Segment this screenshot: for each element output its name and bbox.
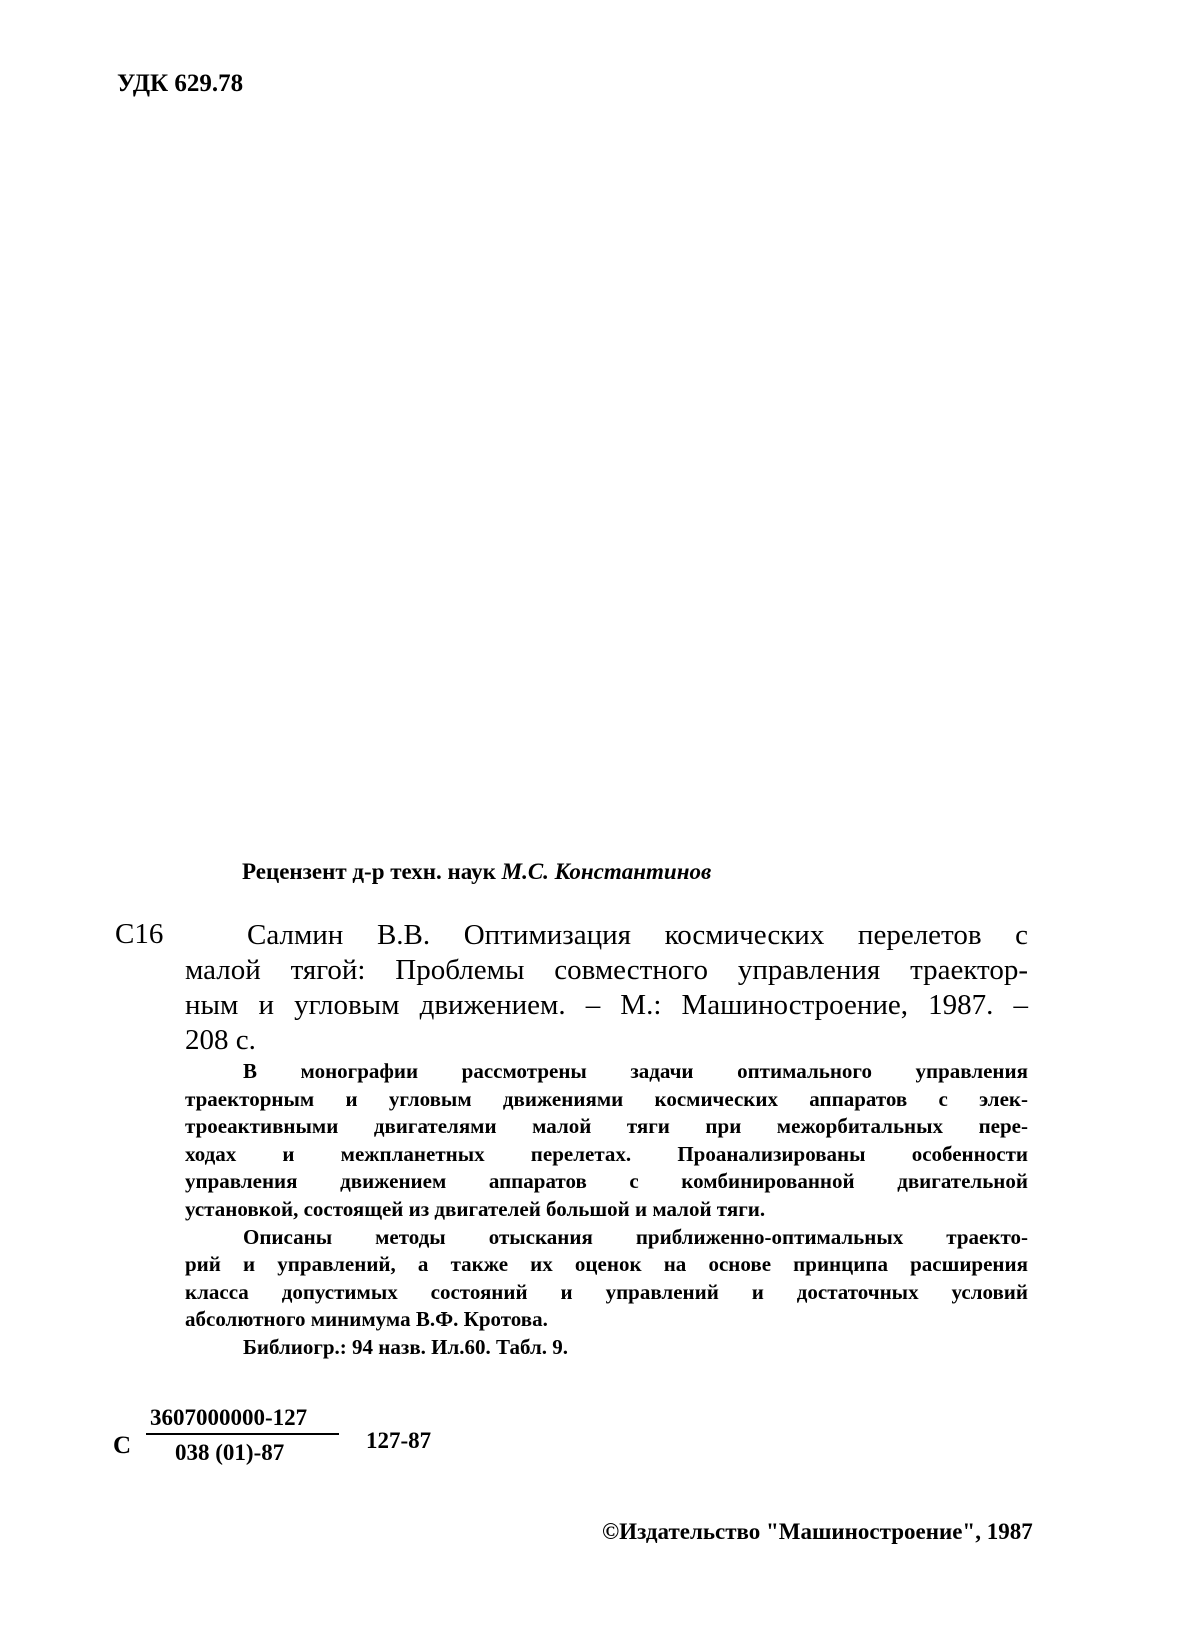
abstract-line: рий и управлений, а также их оценок на основе принципа расширения [185,1252,1028,1277]
abstract-line: класса допустимых состояний и управлений и достаточных условий [185,1279,1028,1304]
index-right-code: 127-87 [366,1428,432,1453]
citation-line: ным и угловым движением. – М.: Машиностроение, 1987. – [185,989,1028,1021]
bibliography-note: Библиогр.: 94 назв. Ил.60. Табл. 9. [243,1334,569,1359]
abstract-line: В монографии рассмотрены задачи оптимального управления [243,1059,1028,1083]
abstract [185,1058,1028,1362]
index-letter: С [113,1432,132,1459]
citation-line: 208 с. [185,1024,256,1056]
abstract-line: траекторным и угловым движениями космических аппаратов с элек- [185,1086,1028,1111]
fraction-bar [146,1433,339,1435]
abstract-line: троеактивными двигателями малой тяги при межорбитальных пере- [185,1114,1028,1139]
abstract-line: управления движением аппаратов с комбинированной двигательной [185,1169,1028,1194]
reviewer-name: М.С. Константинов [501,859,712,884]
citation-line: Салмин В.В. Оптимизация космических перелетов с [247,919,1028,951]
index-denominator: 038 (01)-87 [175,1440,285,1465]
abstract-line: установкой, состоящей из двигателей большой и малой тяги. [185,1196,766,1221]
index-numerator: 3607000000-127 [150,1405,308,1430]
bibliographic-citation [185,918,1028,1058]
udk-code: УДК 629.78 [117,70,244,97]
abstract-line: ходах и межпланетных перелетах. Проанализированы особенности [185,1141,1028,1166]
abstract-line: Описаны методы отыскания приближенно-оптимальных траекто- [243,1224,1028,1249]
reviewer-prefix: Рецензент д-р техн. наук [242,859,502,884]
copyright-line: ©Издательство "Машиностроение", 1987 [602,1519,1033,1544]
citation-line: малой тягой: Проблемы совместного управления траектор- [185,954,1028,986]
library-code: С16 [115,918,164,950]
abstract-line: абсолютного минимума В.Ф. Кротова. [185,1307,548,1332]
reviewer-line [242,859,711,885]
